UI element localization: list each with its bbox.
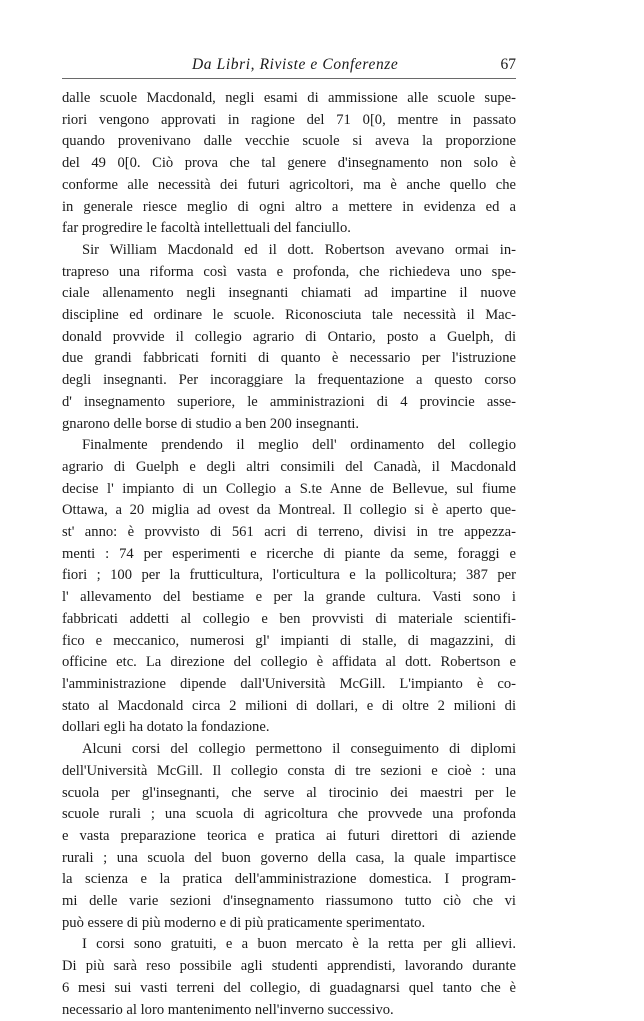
paragraph: [62, 435, 516, 739]
text-line: riori vengono approvati in ragione del 71 0[0, mentre in passato: [62, 111, 516, 128]
text-line: in generale riesce meglio di ogni altro a mettere in evidenza ed a: [62, 198, 516, 215]
text-line: può essere di più moderno e di più praticamente sperimentato.: [62, 914, 426, 931]
text-line: Finalmente prendendo il meglio dell' ordinamento del collegio: [82, 437, 516, 454]
text-line: l'amministrazione dipende dall'Università McGill. L'impianto è co-: [62, 675, 516, 692]
text-line: e vasta preparazione teorica e pratica ai futuri direttori di aziende: [62, 827, 516, 844]
text-line: del 49 0[0. Ciò prova che tal genere d'insegnamento non solo è: [62, 155, 516, 172]
text-line: scuola per gl'insegnanti, che serve al tirocinio dei maestri per le: [62, 784, 516, 801]
text-line: dalle scuole Macdonald, negli esami di ammissione alle scuole supe-: [62, 90, 516, 106]
text-line: dell'Università McGill. Il collegio consta di tre sezioni e cioè : una: [62, 762, 516, 779]
paragraph: [62, 739, 516, 934]
text-line: conforme alle necessità dei futuri agricoltori, ma è anche quello che: [62, 176, 516, 193]
text-line: l' allevamento del bestiame e per la grande cultura. Vasti sono i: [62, 589, 516, 606]
body-text: [62, 88, 516, 1021]
text-line: scuole rurali ; una scuola di agricoltura che provvede una profonda: [62, 806, 516, 823]
text-line: rurali ; una scuola del buon governo della casa, la quale impartisce: [62, 849, 516, 866]
text-line: ciale allenamento negli insegnanti chiamati ad impartine il nuove: [62, 285, 516, 302]
header-rule: [62, 78, 516, 79]
text-line: Di più sarà reso possibile agli studenti apprendisti, lavorando durante: [62, 958, 516, 975]
text-line: quando provenivano dalle vecchie scuole si aveva la proporzione: [62, 133, 516, 150]
page-number: 67: [500, 56, 516, 73]
paragraph: [62, 88, 516, 240]
running-header-title: Da Libri, Riviste e Conferenze: [192, 56, 399, 73]
paragraph: [62, 240, 516, 435]
text-line: far progredire le facoltà intellettuali del fanciullo.: [62, 220, 351, 237]
text-line: donald provvide il collegio agrario di Ontario, posto a Guelph, di: [62, 328, 516, 345]
text-line: necessario al loro mantenimento nell'inverno successivo.: [62, 1001, 394, 1018]
text-line: st' anno: è provvisto di 561 acri di terreno, divisi in tre appezza-: [62, 524, 516, 541]
text-line: Alcuni corsi del collegio permettono il conseguimento di diplomi: [82, 741, 516, 758]
text-line: gnarono delle borse di studio a ben 200 insegnanti.: [62, 415, 360, 432]
text-line: Sir William Macdonald ed il dott. Robertson avevano ormai in-: [82, 241, 516, 258]
text-line: mi delle varie sezioni d'insegnamento riassumono tutto ciò che vi: [62, 893, 516, 910]
text-line: la scienza e la pratica dell'amministrazione domestica. I program-: [62, 871, 516, 888]
text-line: fabbricati addetti al collegio e ben provvisti di materiale scientifi-: [62, 610, 516, 627]
text-line: d' insegnamento superiore, le amministrazioni di 4 provincie asse-: [62, 393, 516, 410]
text-line: officine etc. La direzione del collegio è affidata al dott. Robertson e: [62, 654, 516, 671]
text-line: fiori ; 100 per la frutticultura, l'orticultura e la pollicoltura; 387 per: [62, 567, 516, 584]
text-line: degli insegnanti. Per incoraggiare la frequentazione a questo corso: [62, 372, 516, 389]
text-line: trapreso una riforma così vasta e profonda, che richiedeva uno spe-: [62, 263, 516, 280]
text-line: discipline ed ordinare le scuole. Riconosciuta tale necessità il Mac-: [62, 307, 516, 324]
text-line: Ottawa, a 20 miglia ad ovest da Montreal. Il collegio si è aperto que-: [62, 502, 516, 519]
text-line: 6 mesi sui vasti terreni del collegio, di guadagnarsi quel tanto che è: [62, 979, 516, 996]
text-line: decise l' impianto di un Collegio a S.te Anne de Bellevue, sul fiume: [62, 480, 516, 497]
text-line: menti : 74 per esperimenti e ricerche di piante da seme, foraggi e: [62, 545, 516, 562]
paragraph: [62, 934, 516, 1021]
text-line: dollari egli ha dotato la fondazione.: [62, 719, 270, 736]
text-line: due grandi fabbricati forniti di quanto è necessario per l'istruzione: [62, 350, 516, 367]
running-header: [62, 54, 516, 78]
text-line: stato al Macdonald circa 2 milioni di dollari, e di oltre 2 milioni di: [62, 697, 516, 714]
text-line: fico e meccanico, numerosi gl' impianti di stalle, di magazzini, di: [62, 632, 516, 649]
text-line: I corsi sono gratuiti, e a buon mercato è la retta per gli allievi.: [82, 936, 516, 953]
text-line: agrario di Guelph e degli altri consimili del Canadà, il Macdonald: [62, 458, 516, 475]
